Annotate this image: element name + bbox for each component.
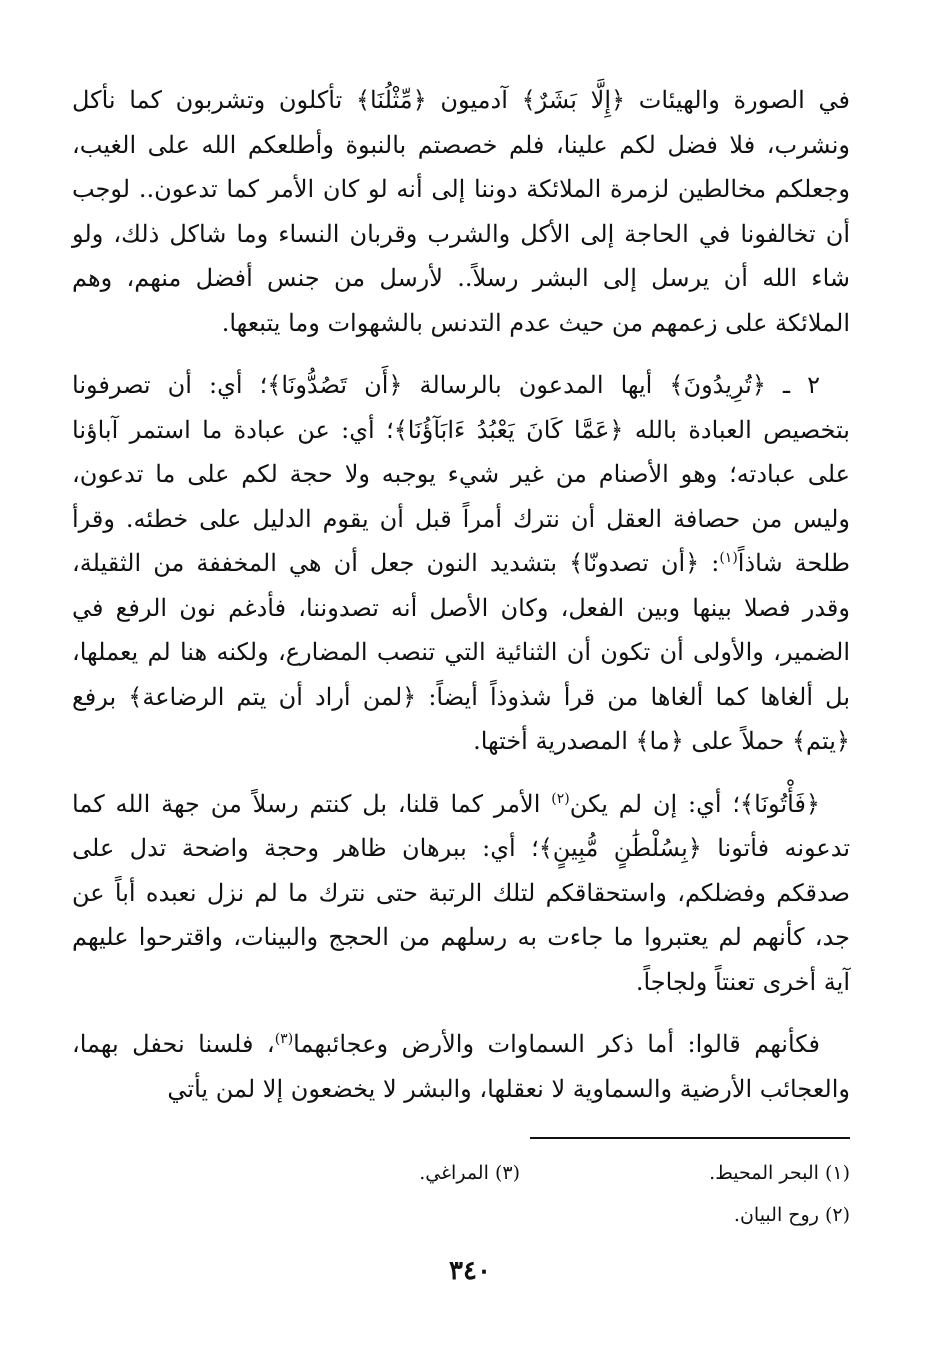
footnotes [72, 1152, 850, 1236]
paragraph-2-text: ٢ ـ ﴿تُرِيدُونَ﴾ أيها المدعون بالرسالة ﴿أَن تَصُدُّونَا﴾؛ أي: أن تصرفونا بتخصيص العبادة بالله ﴿عَمَّا كَانَ يَعْبُدُ ءَابَآؤُنَا﴾؛ أي: عن عبادة ما استمر آباؤنا على عبادته؛ وهو الأصنام من غير شيء يوجبه ولا حجة لكم على ما تدعون، وليس من حصافة العقل أن نترك أمراً قبل أن يقوم الدليل على خطئه. وقرأ طلحة شاذاً [72, 371, 850, 577]
paragraph-3-text: ﴿فَأْتُونَا﴾؛ أي: إن لم يكن [569, 789, 820, 818]
paragraph-4 [72, 1022, 850, 1111]
footnote-ref-2: (٢) [551, 790, 570, 807]
main-text [72, 78, 850, 1129]
paragraph-2 [72, 363, 850, 764]
footnote-1-text: البحر المحيط. [709, 1162, 819, 1184]
footnote-row-2 [72, 1194, 850, 1236]
footnote-ref-1: (١) [719, 550, 738, 566]
footnote-1-number: (١) [824, 1162, 850, 1184]
paragraph-3-text-cont: الأمر كما قلنا، بل كنتم رسلاً من جهة الله كما تدعونه فأتونا ﴿بِسُلْطَٰنٍ مُّبِينٍ﴾؛ أي: ببرهان ظاهر وحجة واضحة تدل على صدقكم وفضلكم، واستحقاقكم لتلك الرتبة حتى نترك ما لم نزل نعبده أباً عن جد، كأنهم لم يعتبروا ما جاءت به رسلهم من الحجج والبينات، واقترحوا عليهم آية أخرى تعنتاً ولجاجاً. [72, 789, 850, 996]
footnote-ref-3: (٣) [274, 1031, 294, 1047]
footnote-1 [520, 1152, 850, 1194]
footnote-2 [734, 1194, 850, 1236]
paragraph-3 [72, 782, 850, 1005]
paragraph-1 [72, 78, 850, 345]
paragraph-4-text: فكأنهم قالوا: أما ذكر السماوات والأرض وعجائبهما [293, 1030, 820, 1058]
footnote-divider [530, 1137, 850, 1139]
footnote-3-text: المراغي. [419, 1162, 489, 1184]
footnote-row-1 [72, 1152, 850, 1194]
paragraph-1-text: في الصورة والهيئات ﴿إِلَّا بَشَرٌ﴾ آدميون ﴿مِّثْلُنَا﴾ تأكلون وتشربون كما نأكل ونشرب، فلا فضل لكم علينا، فلم خصصتم بالنبوة وأطلعكم الله على الغيب، وجعلكم مخالطين لزمرة الملائكة دوننا إلى أنه لو كان الأمر كما تدعون.. لوجب أن تخالفونا في الحاجة إلى الأكل والشرب وقربان النساء وما شاكل ذلك، ولو شاء الله أن يرسل إلى البشر رسلاً.. لأرسل من جنس أفضل منهم، وهم الملائكة على زعمهم من حيث عدم التدنس بالشهوات وما يتبعها. [72, 86, 850, 337]
footnote-2-text: روح البيان. [733, 1204, 819, 1226]
footnote-3-number: (٣) [494, 1162, 520, 1184]
page-number: ٣٤٠ [449, 1256, 491, 1286]
footnote-2-number: (٢) [824, 1204, 850, 1226]
paragraph-4-text-cont: ، فلسنا نحفل بهما، والعجائب الأرضية والسماوية لا نعقلها، والبشر لا يخضعون إلا لمن يأتي [72, 1030, 850, 1103]
footnote-3 [419, 1152, 520, 1194]
paragraph-2-text-cont: : ﴿أن تصدونّا﴾ بتشديد النون جعل أن هي المخففة من الثقيلة، وقدر فصلا بينها وبين الفعل، وكان الأصل أنه تصدوننا، فأدغم نون الرفع في الضمير، والأولى أن تكون أن الثنائية التي تنصب المضارع، ولكنه هنا لم يعملها، بل ألغاها كما ألغاها من قرأ شذوذاً أيضاً: ﴿لمن أراد أن يتم الرضاعة﴾ برفع ﴿يتم﴾ حملاً على ﴿ما﴾ المصدرية أختها. [72, 549, 850, 755]
